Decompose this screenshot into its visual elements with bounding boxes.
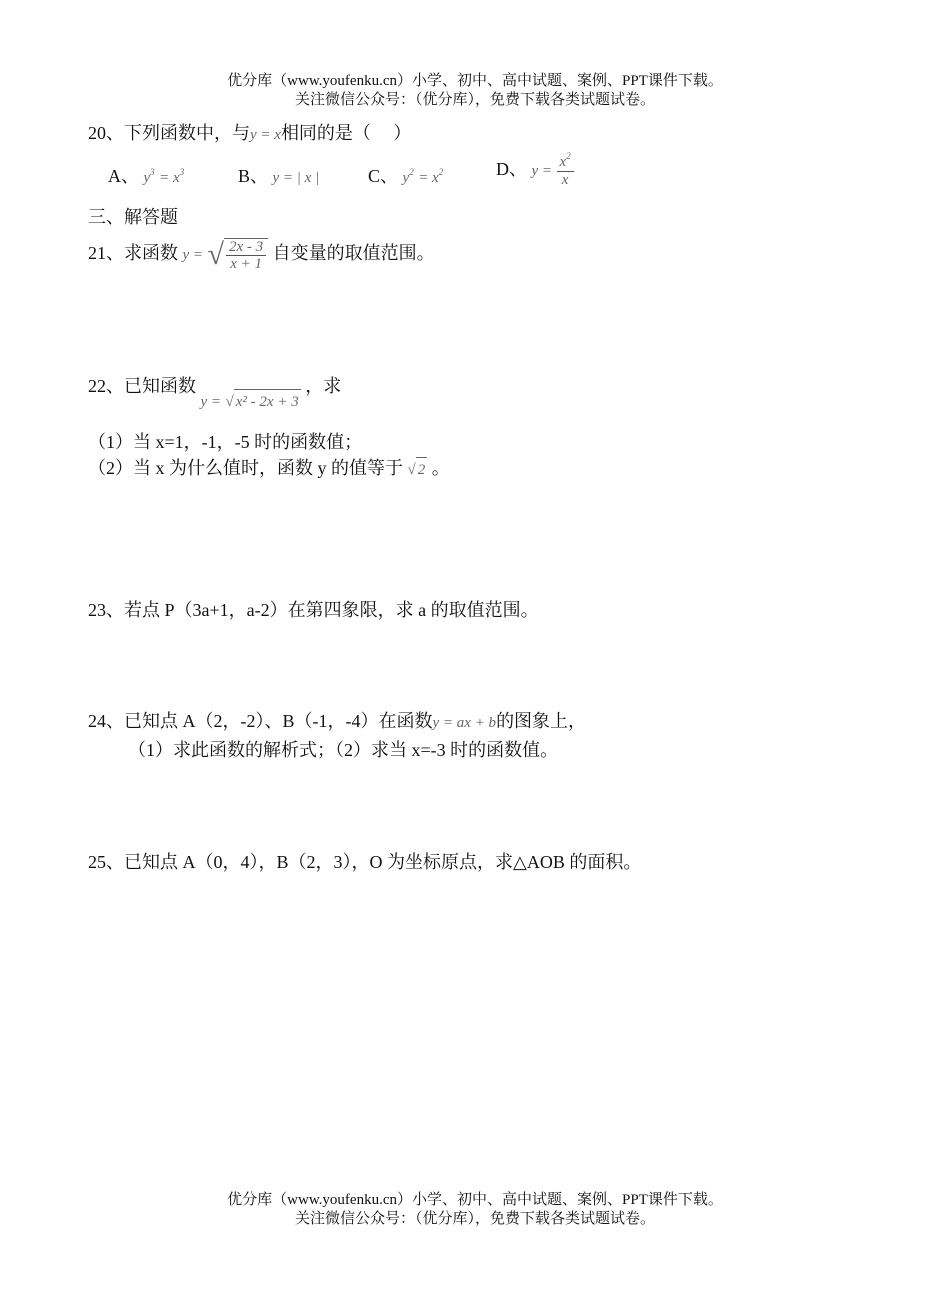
q22-part-1: （1）当 x=1，-1，-5 时的函数值； (88, 432, 363, 452)
option-d-lhs: y = (531, 163, 553, 180)
q20-prefix: 20、下列函数中，与 (88, 123, 250, 143)
option-d-den: x (561, 172, 569, 188)
q20-option-b (238, 162, 319, 188)
q21-den: x + 1 (230, 256, 262, 272)
q22-radical-sign: √ (225, 393, 234, 410)
question-22 (88, 374, 342, 411)
option-a-rhs: = x (159, 170, 180, 186)
option-c-label: C、 (368, 166, 399, 186)
option-c-lhs: y (402, 170, 410, 186)
question-24 (88, 709, 586, 735)
q22-part-2 (88, 456, 450, 482)
q22-prefix: 22、已知函数 (88, 376, 196, 396)
page-footer (0, 1191, 950, 1229)
q20-option-c (368, 162, 443, 188)
header-line-1: 优分库（www.youfenku.cn）小学、初中、高中试题、案例、PPT课件下载。 (227, 73, 723, 89)
q20-expr: y = x (250, 127, 281, 143)
section-title: 三、解答题 (88, 207, 178, 227)
q21-sqrt (208, 238, 269, 272)
q21-num: 2x - 3 (226, 239, 266, 256)
q20-option-a (108, 162, 184, 188)
q22-part2-prefix: （2）当 x 为什么值时，函数 y 的值等于 (88, 458, 403, 478)
q22-sqrt (226, 389, 301, 414)
q21-lhs: y = (182, 247, 204, 264)
q22-part2-sqrt (408, 457, 428, 482)
option-a-label: A、 (108, 166, 139, 186)
option-c-rhs-exp: 2 (438, 167, 444, 177)
option-c-rhs: = x (418, 170, 439, 186)
option-a-rhs-exp: 3 (179, 167, 185, 177)
page-header (0, 72, 950, 110)
q24-expr: y = ax + b (432, 715, 497, 731)
q22-part2-radical-sign: √ (407, 461, 416, 478)
footer-line-1: 优分库（www.youfenku.cn）小学、初中、高中试题、案例、PPT课件下载。 (227, 1192, 723, 1208)
option-a-lhs: y (143, 170, 151, 186)
q22-radicand: x² - 2x + 3 (234, 389, 301, 414)
option-b-expr: y = | x | (272, 170, 320, 186)
q20-option-d (496, 151, 574, 188)
q20-suffix: 相同的是（ ） (280, 123, 412, 143)
option-d-fraction (557, 151, 574, 188)
option-a-lhs-exp: 3 (150, 167, 155, 177)
q21-prefix: 21、求函数 (88, 243, 178, 264)
question-20 (88, 121, 411, 147)
q21-radicand (224, 238, 268, 272)
q21-suffix: 自变量的取值范围。 (272, 243, 435, 264)
option-d-num: x (559, 154, 567, 170)
header-line-2: 关注微信公众号：（优分库），免费下载各类试题试卷。 (294, 92, 655, 108)
footer-line-2: 关注微信公众号：（优分库），免费下载各类试题试卷。 (294, 1211, 655, 1227)
option-b-label: B、 (238, 166, 269, 186)
question-23: 23、若点 P（3a+1，a-2）在第四象限，求 a 的取值范围。 (88, 600, 539, 620)
option-d-num-exp: 2 (566, 151, 571, 161)
q22-lhs: y = (200, 394, 222, 410)
q24-suffix: 的图象上， (496, 711, 587, 731)
q24-parts: （1）求此函数的解析式；（2）求当 x=-3 时的函数值。 (128, 740, 559, 760)
option-d-label: D、 (496, 159, 527, 180)
q21-radical-sign: √ (207, 238, 224, 271)
q24-prefix: 24、已知点 A（2，-2）、B（-1，-4）在函数 (88, 711, 433, 731)
question-21 (88, 238, 435, 272)
q22-part2-radicand: 2 (416, 457, 428, 482)
q22-part2-suffix: 。 (431, 458, 450, 478)
q22-suffix: ，求 (305, 376, 342, 396)
question-25: 25、已知点 A（0，4），B（2，3），O 为坐标原点，求△AOB 的面积。 (88, 852, 642, 872)
option-c-lhs-exp: 2 (409, 167, 414, 177)
